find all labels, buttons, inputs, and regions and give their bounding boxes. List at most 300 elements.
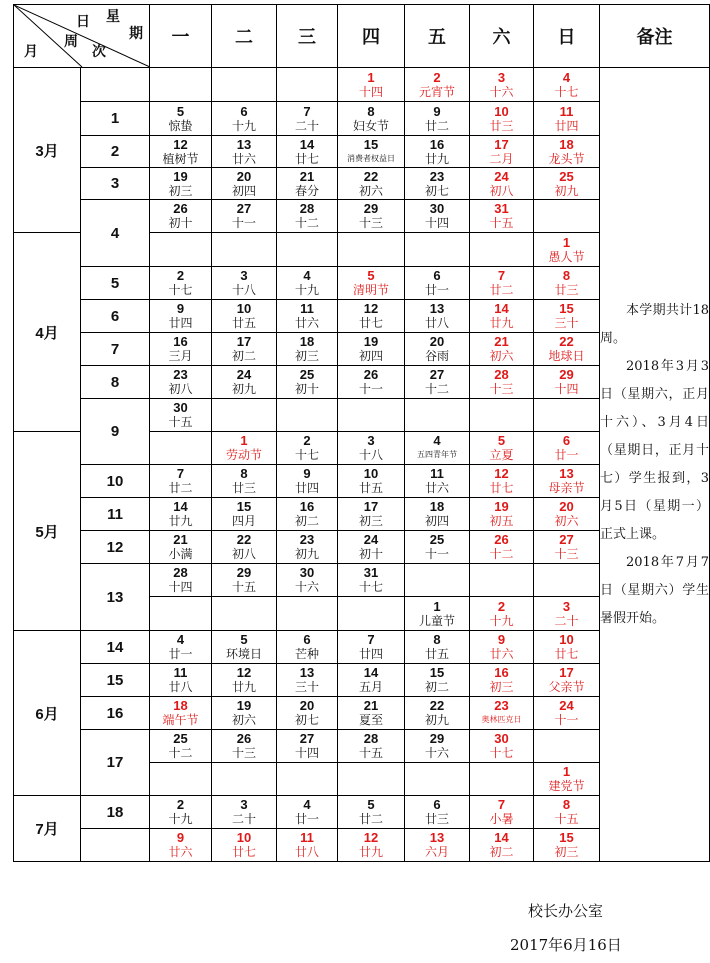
day-number: 13 [429,301,445,316]
lunar-label: 廿六 [489,647,514,661]
weekday-mon: 一 [150,5,212,68]
day-cell [277,531,338,564]
day-cell [212,664,277,697]
month-label: 3月 [14,68,81,233]
day-cell [405,333,470,366]
lunar-label: 廿五 [424,647,449,661]
day-cell [470,597,534,631]
week-number: 7 [81,333,150,366]
lunar-label: 初三 [294,349,319,363]
lunar-label: 十二 [294,216,319,230]
day-number: 30 [299,565,315,580]
day-cell [405,136,470,168]
day-number: 8 [562,797,571,812]
day-number: 4 [303,797,311,812]
week-number: 11 [81,498,150,531]
lunar-label: 初十 [358,547,383,561]
day-number: 11 [173,665,188,680]
day-cell [470,697,534,730]
day-number: 25 [429,532,445,547]
lunar-label: 立夏 [489,448,514,462]
lunar-label: 初五 [489,514,514,528]
lunar-label: 小满 [168,547,193,561]
day-number: 1 [367,69,375,85]
lunar-label: 消费者权益日 [347,153,395,163]
note-paragraph: 2018年3月3日（星期六，正月十六）、3月4日（星期日，正月十七）学生报到，3月5日（星期一）正式上课。 [600,358,709,542]
day-cell [470,333,534,366]
day-cell [534,829,600,862]
month-label: 6月 [14,631,81,796]
lunar-label: 三十 [294,680,319,694]
day-cell [150,68,212,102]
day-cell [534,200,600,233]
day-cell [338,136,405,168]
lunar-label: 十九 [168,812,193,826]
day-number: 18 [429,499,445,514]
lunar-label: 十七 [358,580,383,594]
day-number: 12 [173,136,188,152]
day-number: 27 [236,201,252,216]
day-number: 10 [236,301,252,316]
day-number: 14 [494,301,509,316]
day-cell [212,233,277,267]
day-number: 10 [236,830,252,845]
day-cell [534,564,600,597]
day-cell [212,498,277,531]
day-number: 25 [559,168,574,184]
lunar-label: 初二 [294,514,319,528]
corner-yue: 月 [24,44,38,60]
day-number: 29 [559,367,574,382]
lunar-label: 十四 [424,216,449,230]
day-cell [150,333,212,366]
lunar-label: 廿三 [489,118,514,133]
lunar-label: 植树节 [162,151,199,166]
day-number: 4 [176,632,185,647]
lunar-label: 十一 [358,382,383,396]
day-number: 9 [303,466,311,481]
week-number [81,68,150,102]
day-cell [534,631,600,664]
lunar-label: 廿四 [294,481,319,495]
day-cell [405,366,470,399]
day-cell [150,465,212,498]
day-number: 6 [433,797,441,812]
day-number: 1 [240,433,248,448]
day-number: 17 [363,499,379,514]
lunar-label: 廿一 [424,283,449,297]
day-number: 24 [236,367,252,382]
lunar-label: 廿九 [489,316,514,330]
day-number: 26 [363,367,379,382]
day-cell [212,102,277,136]
day-cell [212,829,277,862]
note-header: 备注 [600,5,710,68]
day-number: 7 [176,466,185,481]
lunar-label: 建党节 [548,779,585,793]
lunar-label: 十五 [358,746,383,760]
day-cell [534,136,600,168]
lunar-label: 廿九 [358,845,383,859]
week-number: 14 [81,631,150,664]
day-cell [534,233,600,267]
day-cell [150,432,212,465]
month-label: 4月 [14,233,81,432]
day-number: 16 [173,334,188,349]
day-cell [405,664,470,697]
week-number: 1 [81,102,150,136]
lunar-label: 奥林匹克日 [481,715,522,724]
lunar-label: 十七 [294,448,319,462]
lunar-label: 初六 [231,713,256,727]
day-number: 10 [363,466,379,481]
day-number: 26 [236,731,252,746]
day-number: 12 [363,830,379,845]
calendar-body [14,68,710,862]
day-cell [534,267,600,300]
lunar-label: 廿五 [358,481,383,495]
week-number: 5 [81,267,150,300]
day-cell [405,498,470,531]
day-number: 2 [176,268,185,283]
day-cell [150,564,212,597]
lunar-label: 十七 [489,746,514,760]
lunar-label: 初三 [554,845,579,859]
day-cell [338,531,405,564]
day-cell [277,564,338,597]
lunar-label: 劳动节 [225,448,262,462]
day-number: 7 [303,103,311,119]
lunar-label: 十四 [554,382,579,396]
lunar-label: 十三 [489,382,514,396]
day-cell [338,597,405,631]
day-number: 3 [497,69,506,85]
day-number: 15 [559,830,574,845]
lunar-label: 母亲节 [548,481,585,495]
day-cell [405,399,470,432]
day-number: 11 [559,103,574,119]
day-cell [212,366,277,399]
day-number: 12 [236,665,252,680]
note-cell [600,68,710,862]
day-number: 8 [240,466,248,481]
lunar-label: 父亲节 [548,680,585,694]
day-cell [277,68,338,102]
day-cell [212,697,277,730]
lunar-label: 初四 [424,514,449,528]
day-cell [405,597,470,631]
lunar-label: 廿七 [358,316,383,330]
lunar-label: 廿七 [489,481,514,495]
day-number: 16 [429,136,445,152]
lunar-label: 廿九 [424,151,449,166]
day-cell [338,465,405,498]
day-cell [534,697,600,730]
day-number: 22 [429,698,445,713]
day-cell [405,200,470,233]
footer-office: 校长办公室 [528,902,604,920]
weekday-thu: 四 [338,5,405,68]
day-cell [470,233,534,267]
day-cell [150,498,212,531]
lunar-label: 初九 [554,183,579,198]
day-cell [338,102,405,136]
day-cell [534,333,600,366]
day-cell [212,631,277,664]
day-cell [277,432,338,465]
day-cell [150,102,212,136]
day-cell [338,399,405,432]
corner-xing: 星 [106,9,120,25]
lunar-label: 四月 [231,514,256,528]
lunar-label: 十九 [231,118,256,133]
day-number: 25 [299,367,315,382]
lunar-label: 二十 [294,118,319,133]
month-label: 7月 [14,796,81,862]
day-number: 20 [559,499,574,514]
lunar-label: 廿七 [294,151,319,166]
weekday-sat: 六 [470,5,534,68]
lunar-label: 廿二 [424,118,449,133]
lunar-label: 二十 [554,613,579,628]
lunar-label: 初十 [168,216,193,230]
day-number: 5 [367,268,375,283]
lunar-label: 初八 [231,547,256,561]
day-cell [212,267,277,300]
day-cell [405,300,470,333]
day-cell [534,432,600,465]
lunar-label: 芒种 [294,647,319,661]
day-cell [338,333,405,366]
day-number: 10 [494,103,509,119]
day-cell [277,300,338,333]
lunar-label: 廿九 [168,514,193,528]
day-cell [150,366,212,399]
lunar-label: 廿六 [294,316,319,330]
day-cell [534,531,600,564]
day-cell [277,664,338,697]
day-cell [534,102,600,136]
lunar-label: 三月 [168,349,193,363]
day-number: 12 [494,466,509,481]
day-cell [150,267,212,300]
week-number: 13 [81,564,150,631]
day-number: 21 [494,334,509,349]
day-cell [470,730,534,763]
lunar-label: 初九 [231,382,256,396]
day-number: 2 [497,598,506,614]
day-cell [150,531,212,564]
day-cell [470,102,534,136]
day-cell [150,233,212,267]
day-cell [405,432,470,465]
day-cell [150,168,212,200]
day-cell [212,531,277,564]
day-number: 27 [559,532,574,547]
day-cell [470,498,534,531]
day-number: 17 [236,334,252,349]
day-cell [405,233,470,267]
lunar-label: 廿三 [424,812,449,826]
day-number: 15 [429,665,445,680]
lunar-label: 十九 [489,613,514,628]
day-cell [405,168,470,200]
day-cell [277,366,338,399]
day-cell [277,697,338,730]
lunar-label: 廿二 [489,283,514,297]
day-number: 7 [497,797,506,812]
day-number: 28 [494,367,509,382]
lunar-label: 廿九 [231,680,256,694]
day-number: 14 [299,136,315,152]
day-cell [338,168,405,200]
week-number: 9 [81,399,150,465]
day-cell [534,68,600,102]
day-cell [470,136,534,168]
day-cell [338,267,405,300]
lunar-label: 廿四 [358,647,383,661]
week-number: 16 [81,697,150,730]
day-cell [277,730,338,763]
day-cell [470,531,534,564]
lunar-label: 夏至 [358,713,383,727]
day-cell [470,399,534,432]
week-number: 3 [81,168,150,200]
day-cell [150,300,212,333]
day-cell [470,631,534,664]
day-cell [470,366,534,399]
day-cell [277,829,338,862]
lunar-label: 十七 [168,283,193,297]
day-number: 26 [494,532,509,547]
lunar-label: 地球日 [548,349,585,363]
lunar-label: 廿一 [554,448,579,462]
lunar-label: 廿四 [554,118,579,133]
lunar-label: 龙头节 [548,151,585,166]
lunar-label: 十三 [554,547,579,561]
day-number: 5 [176,103,185,119]
day-cell [338,730,405,763]
header-corner [14,5,150,68]
week-number [81,829,150,862]
day-cell [405,763,470,796]
day-cell [534,763,600,796]
lunar-label: 初三 [489,680,514,694]
day-number: 28 [363,731,379,746]
day-cell [338,68,405,102]
day-cell [405,531,470,564]
lunar-label: 元宵节 [418,84,455,99]
day-number: 4 [433,433,441,448]
lunar-label: 初九 [294,547,319,561]
day-number: 1 [562,764,571,779]
day-cell [534,730,600,763]
day-cell [277,399,338,432]
corner-ci: 次 [92,44,106,60]
lunar-label: 十二 [168,746,193,760]
lunar-label: 十四 [168,580,193,594]
lunar-label: 初八 [489,183,514,198]
day-cell [212,465,277,498]
day-number: 5 [367,797,375,812]
day-number: 13 [429,830,445,845]
lunar-label: 十四 [294,746,319,760]
note-paragraph: 本学期共计18周。 [600,302,709,346]
lunar-label: 初七 [424,183,449,198]
day-cell [150,664,212,697]
day-cell [277,465,338,498]
note-paragraph: 2018年7月7日（星期六）学生暑假开始。 [600,554,709,626]
day-cell [212,300,277,333]
lunar-label: 初二 [231,349,256,363]
day-number: 30 [494,731,509,746]
lunar-label: 廿八 [294,845,319,859]
day-cell [405,267,470,300]
day-cell [338,631,405,664]
day-cell [212,564,277,597]
day-cell [470,465,534,498]
lunar-label: 十四 [358,84,383,99]
day-number: 4 [562,69,571,85]
corner-zhou: 周 [64,34,78,50]
day-cell [338,200,405,233]
day-number: 26 [173,201,188,216]
day-number: 13 [236,136,252,152]
lunar-label: 愚人节 [548,249,585,264]
day-number: 30 [173,400,188,415]
lunar-label: 廿八 [424,316,449,330]
lunar-label: 十一 [424,547,449,561]
day-number: 6 [433,268,441,283]
day-cell [534,300,600,333]
day-cell [150,597,212,631]
day-number: 12 [363,301,379,316]
day-cell [277,267,338,300]
day-cell [534,399,600,432]
day-cell [470,664,534,697]
day-cell [534,366,600,399]
day-cell [277,168,338,200]
day-number: 24 [363,532,379,547]
day-number: 1 [562,234,571,250]
lunar-label: 十六 [424,746,449,760]
day-cell [405,465,470,498]
day-number: 3 [240,268,248,283]
lunar-label: 廿六 [231,151,256,166]
lunar-label: 十八 [358,448,383,462]
day-cell [405,697,470,730]
lunar-label: 初三 [168,183,193,198]
day-cell [534,498,600,531]
day-cell [470,200,534,233]
lunar-label: 清明节 [352,283,389,297]
day-cell [470,168,534,200]
day-cell [150,200,212,233]
lunar-label: 端午节 [162,713,199,727]
lunar-label: 五月 [358,680,383,694]
day-cell [338,763,405,796]
day-number: 1 [433,598,441,614]
day-cell [534,796,600,829]
day-number: 11 [300,830,314,845]
day-cell [534,465,600,498]
day-number: 15 [559,301,574,316]
weekday-tue: 二 [212,5,277,68]
day-cell [470,300,534,333]
calendar-row [14,68,710,102]
day-number: 19 [173,168,188,184]
lunar-label: 十三 [231,746,256,760]
